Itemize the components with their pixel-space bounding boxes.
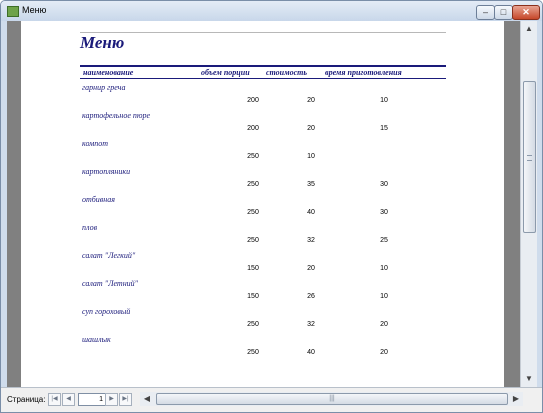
table-row: [21, 251, 504, 279]
table-row: [21, 111, 504, 139]
dish-cost: 20: [307, 97, 315, 104]
dish-name: суп гороховый: [82, 307, 131, 316]
close-button[interactable]: ✕: [512, 5, 540, 20]
scroll-up-icon[interactable]: ▲: [525, 24, 533, 33]
dish-cost: 26: [307, 293, 315, 300]
dish-name: отбивная: [82, 195, 115, 204]
app-icon: [7, 6, 19, 17]
dish-cost: 10: [307, 153, 315, 160]
dish-portion: 200: [247, 125, 259, 132]
dish-name: гарнир греча: [82, 83, 126, 92]
grip-icon: [527, 155, 532, 161]
horizontal-scrollbar[interactable]: [140, 392, 523, 406]
column-header-time: время приготовления: [325, 68, 402, 77]
dish-name: салат "Летний": [82, 279, 139, 288]
header-rule-bottom: [80, 78, 446, 79]
column-header-cost: стоимость: [266, 68, 308, 77]
table-row: [21, 83, 504, 111]
dish-name: компот: [82, 139, 109, 148]
last-page-button[interactable]: ▶|: [119, 393, 132, 406]
scroll-down-icon[interactable]: ▼: [525, 374, 533, 383]
navigation-bar: [1, 387, 542, 413]
dish-portion: 250: [247, 349, 259, 356]
dish-portion: 250: [247, 321, 259, 328]
dish-time: 25: [380, 237, 388, 244]
dish-time: 20: [380, 349, 388, 356]
window-title: Меню: [22, 5, 47, 15]
dish-time: 10: [380, 97, 388, 104]
preview-area: [7, 21, 536, 387]
dish-portion: 250: [247, 209, 259, 216]
dish-time: 20: [380, 321, 388, 328]
title-bar[interactable]: [1, 1, 542, 21]
report-title: Меню: [80, 33, 125, 52]
horizontal-scroll-thumb[interactable]: |||: [156, 393, 508, 405]
first-page-button[interactable]: |◀: [48, 393, 61, 406]
table-row: [21, 167, 504, 195]
dish-time: 15: [380, 125, 388, 132]
dish-time: 30: [380, 181, 388, 188]
vertical-scrollbar[interactable]: [520, 21, 537, 387]
dish-time: 10: [380, 293, 388, 300]
dish-cost: 20: [307, 125, 315, 132]
dish-cost: 32: [307, 321, 315, 328]
dish-cost: 40: [307, 349, 315, 356]
page-label: Страница:: [7, 395, 46, 404]
dish-portion: 250: [247, 181, 259, 188]
dish-name: плов: [82, 223, 98, 232]
dish-cost: 32: [307, 237, 315, 244]
dish-portion: 150: [247, 265, 259, 272]
table-row: [21, 223, 504, 251]
header-rule-top: [80, 65, 446, 67]
dish-portion: 250: [247, 153, 259, 160]
scroll-left-icon[interactable]: ◀: [143, 394, 151, 403]
column-header-portion: объем порции: [201, 68, 250, 77]
table-row: [21, 139, 504, 167]
maximize-button[interactable]: □: [494, 5, 513, 20]
report-page: [21, 21, 504, 387]
next-page-button[interactable]: ▶: [105, 393, 118, 406]
vertical-scroll-thumb[interactable]: [523, 81, 536, 233]
dish-portion: 250: [247, 237, 259, 244]
scroll-right-icon[interactable]: ▶: [512, 394, 520, 403]
dish-cost: 40: [307, 209, 315, 216]
dish-name: картопляники: [82, 167, 131, 176]
table-row: [21, 335, 504, 363]
dish-name: салат "Легкий": [82, 251, 136, 260]
dish-time: 10: [380, 265, 388, 272]
minimize-button[interactable]: –: [476, 5, 495, 20]
table-row: [21, 279, 504, 307]
dish-cost: 20: [307, 265, 315, 272]
dish-name: шашлык: [82, 335, 111, 344]
dish-time: 30: [380, 209, 388, 216]
dish-cost: 35: [307, 181, 315, 188]
dish-name: картофельное пюре: [82, 111, 151, 120]
dish-portion: 150: [247, 293, 259, 300]
column-header-name: наименование: [83, 68, 134, 77]
table-row: [21, 307, 504, 335]
top-rule: [80, 32, 446, 33]
previous-page-button[interactable]: ◀: [62, 393, 75, 406]
dish-portion: 200: [247, 97, 259, 104]
table-row: [21, 195, 504, 223]
page-number-input[interactable]: [78, 393, 106, 406]
